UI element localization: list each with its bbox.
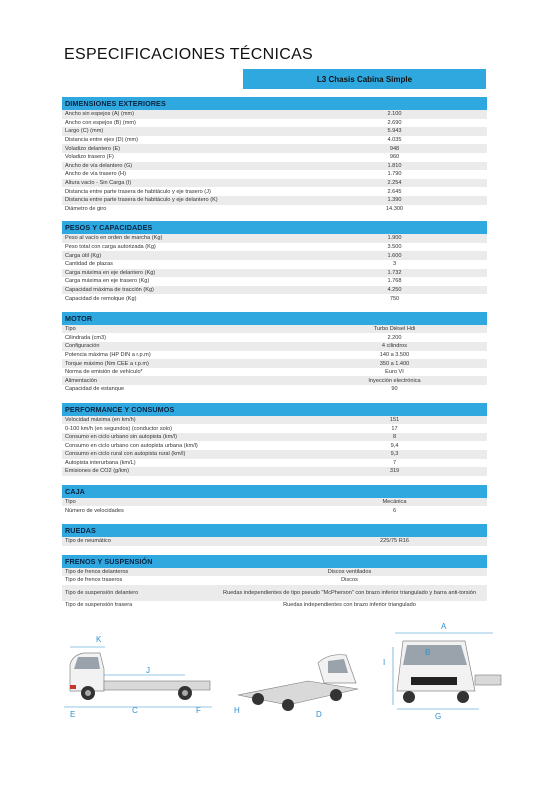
spec-row (62, 187, 487, 196)
spec-label: Capacidad máxima de tracción (Kg) (65, 286, 154, 293)
spec-row (62, 568, 487, 577)
spec-value: 3 (392, 261, 397, 268)
spec-value: 8 (392, 434, 397, 441)
side-view-illustration (60, 625, 220, 720)
spec-label: Capacidad de remolque (Kg) (65, 295, 137, 302)
spec-value: 750 (389, 295, 400, 302)
dim-letter-h: H (234, 706, 240, 715)
spec-value: 1.768 (387, 278, 402, 285)
rear-view-illustration (228, 633, 368, 723)
spec-value: 1.732 (387, 269, 402, 276)
dim-letter-j: J (146, 666, 150, 675)
spec-label: Autopista interurbana (km/L) (65, 459, 136, 466)
spec-value: 9,4 (390, 442, 399, 449)
spec-row (62, 243, 487, 252)
spec-value: Ruedas independientes con brazo inferior triangulado (283, 602, 416, 609)
spec-value: 2.100 (387, 111, 402, 118)
spec-row (62, 325, 487, 334)
spec-label: Consumo en ciclo urbano con autopista urbana (km/l) (65, 442, 198, 449)
front-view-illustration (375, 617, 505, 721)
spec-row (62, 260, 487, 269)
spec-value: 14.300 (385, 205, 404, 212)
spec-label: Cilindrada (cm3) (65, 334, 107, 341)
spec-row (62, 179, 487, 188)
spec-value: 960 (389, 154, 400, 161)
dim-letter-a: A (441, 622, 447, 631)
spec-section (62, 221, 487, 303)
spec-value: 350 a 1.400 (379, 360, 410, 367)
spec-row (62, 286, 487, 295)
spec-row (62, 127, 487, 136)
spec-value: Turbo Diésel Hdi (373, 326, 416, 333)
dim-letter-e: E (70, 710, 76, 719)
section-header: MOTOR (62, 312, 487, 325)
section-header: CAJA (62, 485, 487, 498)
spec-value: 1.390 (387, 197, 402, 204)
spec-row (62, 376, 487, 385)
spec-value: 4.035 (387, 137, 402, 144)
spec-row (62, 153, 487, 162)
spec-value: 4 cilindros (381, 343, 408, 350)
section-header: RUEDAS (62, 524, 487, 537)
spec-row (62, 450, 487, 459)
spec-label: Capacidad de estanque (65, 386, 125, 393)
spec-label: Cantidad de plazas (65, 261, 113, 268)
spec-label: Ancho sin espejos (A) (mm) (65, 111, 135, 118)
spec-label: Altura vacío - Sin Carga (I) (65, 180, 132, 187)
spec-row (62, 416, 487, 425)
spec-label: Distancia entre parte trasera de habitáculo y eje trasero (J) (65, 188, 211, 195)
spec-value: 4.250 (387, 286, 402, 293)
spec-row (62, 136, 487, 145)
spec-value: 2.690 (387, 119, 402, 126)
spec-row (62, 277, 487, 286)
section-header: FRENOS Y SUSPENSIÓN (62, 555, 487, 568)
spec-section (62, 555, 487, 610)
spec-label: Ancho de vía trasero (H) (65, 171, 126, 178)
spec-label: Norma de emisión de vehículo* (65, 369, 143, 376)
spec-label: Carga útil (Kg) (65, 252, 102, 259)
spec-value: 151 (389, 416, 400, 423)
spec-row (62, 119, 487, 128)
spec-row (62, 441, 487, 450)
dim-letter-d: D (316, 710, 322, 719)
spec-row (62, 294, 487, 303)
spec-section (62, 97, 487, 213)
spec-value: 1.900 (387, 235, 402, 242)
spec-label: Emisiones de CO2 (g/km) (65, 468, 130, 475)
spec-value: 90 (391, 386, 398, 393)
dim-letter-i: I (383, 658, 386, 667)
spec-value: 2.645 (387, 188, 402, 195)
dim-letter-c: C (132, 706, 138, 715)
spec-label: Consumo en ciclo rural con autopista rural (km/l) (65, 451, 186, 458)
spec-label: Voladizo trasero (F) (65, 154, 114, 161)
spec-value: 2.254 (387, 180, 402, 187)
spec-value: 5.943 (387, 128, 402, 135)
spec-label: Configuración (65, 343, 100, 350)
spec-label: Tipo de suspensión delantero (65, 589, 139, 596)
spec-label: Velocidad máxima (en km/h) (65, 416, 136, 423)
dim-letter-k: K (96, 635, 102, 644)
spec-row (62, 385, 487, 394)
spec-label: Número de velocidades (65, 507, 124, 514)
spec-row (62, 269, 487, 278)
spec-row (62, 585, 487, 601)
spec-value: Discos ventilados (327, 568, 372, 575)
spec-row (62, 251, 487, 260)
spec-section (62, 524, 487, 546)
spec-row (62, 170, 487, 179)
spec-section (62, 485, 487, 515)
spec-value: 17 (391, 425, 398, 432)
dim-letter-f: F (196, 706, 201, 715)
spec-label: Diámetro de giro (65, 205, 107, 212)
spec-label: Consumo en ciclo urbano sin autopista (km/l) (65, 434, 177, 441)
spec-section (62, 312, 487, 394)
spec-value: 9,3 (390, 451, 399, 458)
spec-label: Distancia entre ejes (D) (mm) (65, 137, 139, 144)
spec-value: Ruedas independientes de tipo pseudo "McPherson" con brazo inferior triangulado y barra anti-torsión (222, 589, 477, 596)
spec-row (62, 601, 487, 610)
vehicle-illustrations (60, 622, 500, 725)
spec-row (62, 424, 487, 433)
spec-row (62, 342, 487, 351)
spec-row (62, 144, 487, 153)
spec-row (62, 537, 487, 546)
spec-row (62, 368, 487, 377)
spec-row (62, 196, 487, 205)
spec-label: Carga máxima en eje delantero (Kg) (65, 269, 156, 276)
spec-value: 319 (389, 468, 400, 475)
spec-row (62, 498, 487, 507)
spec-value: 1.810 (387, 162, 402, 169)
spec-row (62, 110, 487, 119)
section-header: PESOS Y CAPACIDADES (62, 221, 487, 234)
spec-label: Potencia máxima (HP DIN a r.p.m) (65, 351, 151, 358)
spec-label: Tipo de frenos traseros (65, 577, 123, 584)
spec-label: Tipo (65, 326, 76, 333)
spec-row (62, 459, 487, 468)
spec-value: 6 (392, 507, 397, 514)
spec-row (62, 359, 487, 368)
spec-value: 225/75 R16 (380, 538, 409, 545)
spec-value: 7 (392, 459, 397, 466)
spec-value: 1.790 (387, 171, 402, 178)
spec-label: Peso al vacío en orden de marcha (Kg) (65, 235, 163, 242)
spec-row (62, 333, 487, 342)
spec-value: Discos (341, 577, 358, 584)
spec-row (62, 351, 487, 360)
spec-label: Voladizo delantero (E) (65, 145, 121, 152)
spec-label: Tipo de frenos delanteros (65, 568, 129, 575)
spec-row (62, 433, 487, 442)
dim-letter-b: B (425, 648, 431, 657)
section-header: PERFORMANCE Y CONSUMOS (62, 403, 487, 416)
spec-sections (62, 97, 487, 618)
spec-label: Tipo de neumático (65, 538, 111, 545)
section-header: DIMENSIONES EXTERIORES (62, 97, 487, 110)
spec-label: Peso total con carga autorizada (Kg) (65, 244, 156, 251)
spec-label: Ancho con espejos (B) (mm) (65, 119, 136, 126)
spec-label: Alimentación (65, 377, 98, 384)
spec-label: Carga máxima en eje trasero (Kg) (65, 278, 150, 285)
spec-label: Distancia entre parte trasera de habitáculo y eje delantero (K) (65, 197, 218, 204)
page-title: ESPECIFICACIONES TÉCNICAS (64, 46, 314, 63)
spec-value: 948 (389, 145, 400, 152)
spec-label: Largo (C) (mm) (65, 128, 104, 135)
spec-row (62, 506, 487, 515)
spec-label: Torque máximo (Nm CEE a r.p.m) (65, 360, 149, 367)
model-header: L3 Chasis Cabina Simple (243, 69, 486, 89)
spec-row (62, 576, 487, 585)
spec-label: Tipo de suspensión trasera (65, 602, 133, 609)
spec-value: 1.600 (387, 252, 402, 259)
spec-row (62, 162, 487, 171)
spec-row (62, 234, 487, 243)
spec-row (62, 467, 487, 476)
spec-label: Ancho de vía delantero (G) (65, 162, 133, 169)
spec-value: Mecánica (382, 499, 407, 506)
spec-value: 140 a 3.500 (379, 351, 410, 358)
spec-value: Inyección electrónica (368, 377, 421, 384)
spec-label: Tipo (65, 499, 76, 506)
spec-section (62, 403, 487, 476)
spec-value: 3.500 (387, 244, 402, 251)
spec-value: Euro VI (385, 369, 404, 376)
spec-label: 0-100 km/h (en segundos) (conductor solo) (65, 425, 172, 432)
spec-row (62, 205, 487, 214)
dim-letter-g: G (435, 712, 442, 721)
spec-value: 2.200 (387, 334, 402, 341)
